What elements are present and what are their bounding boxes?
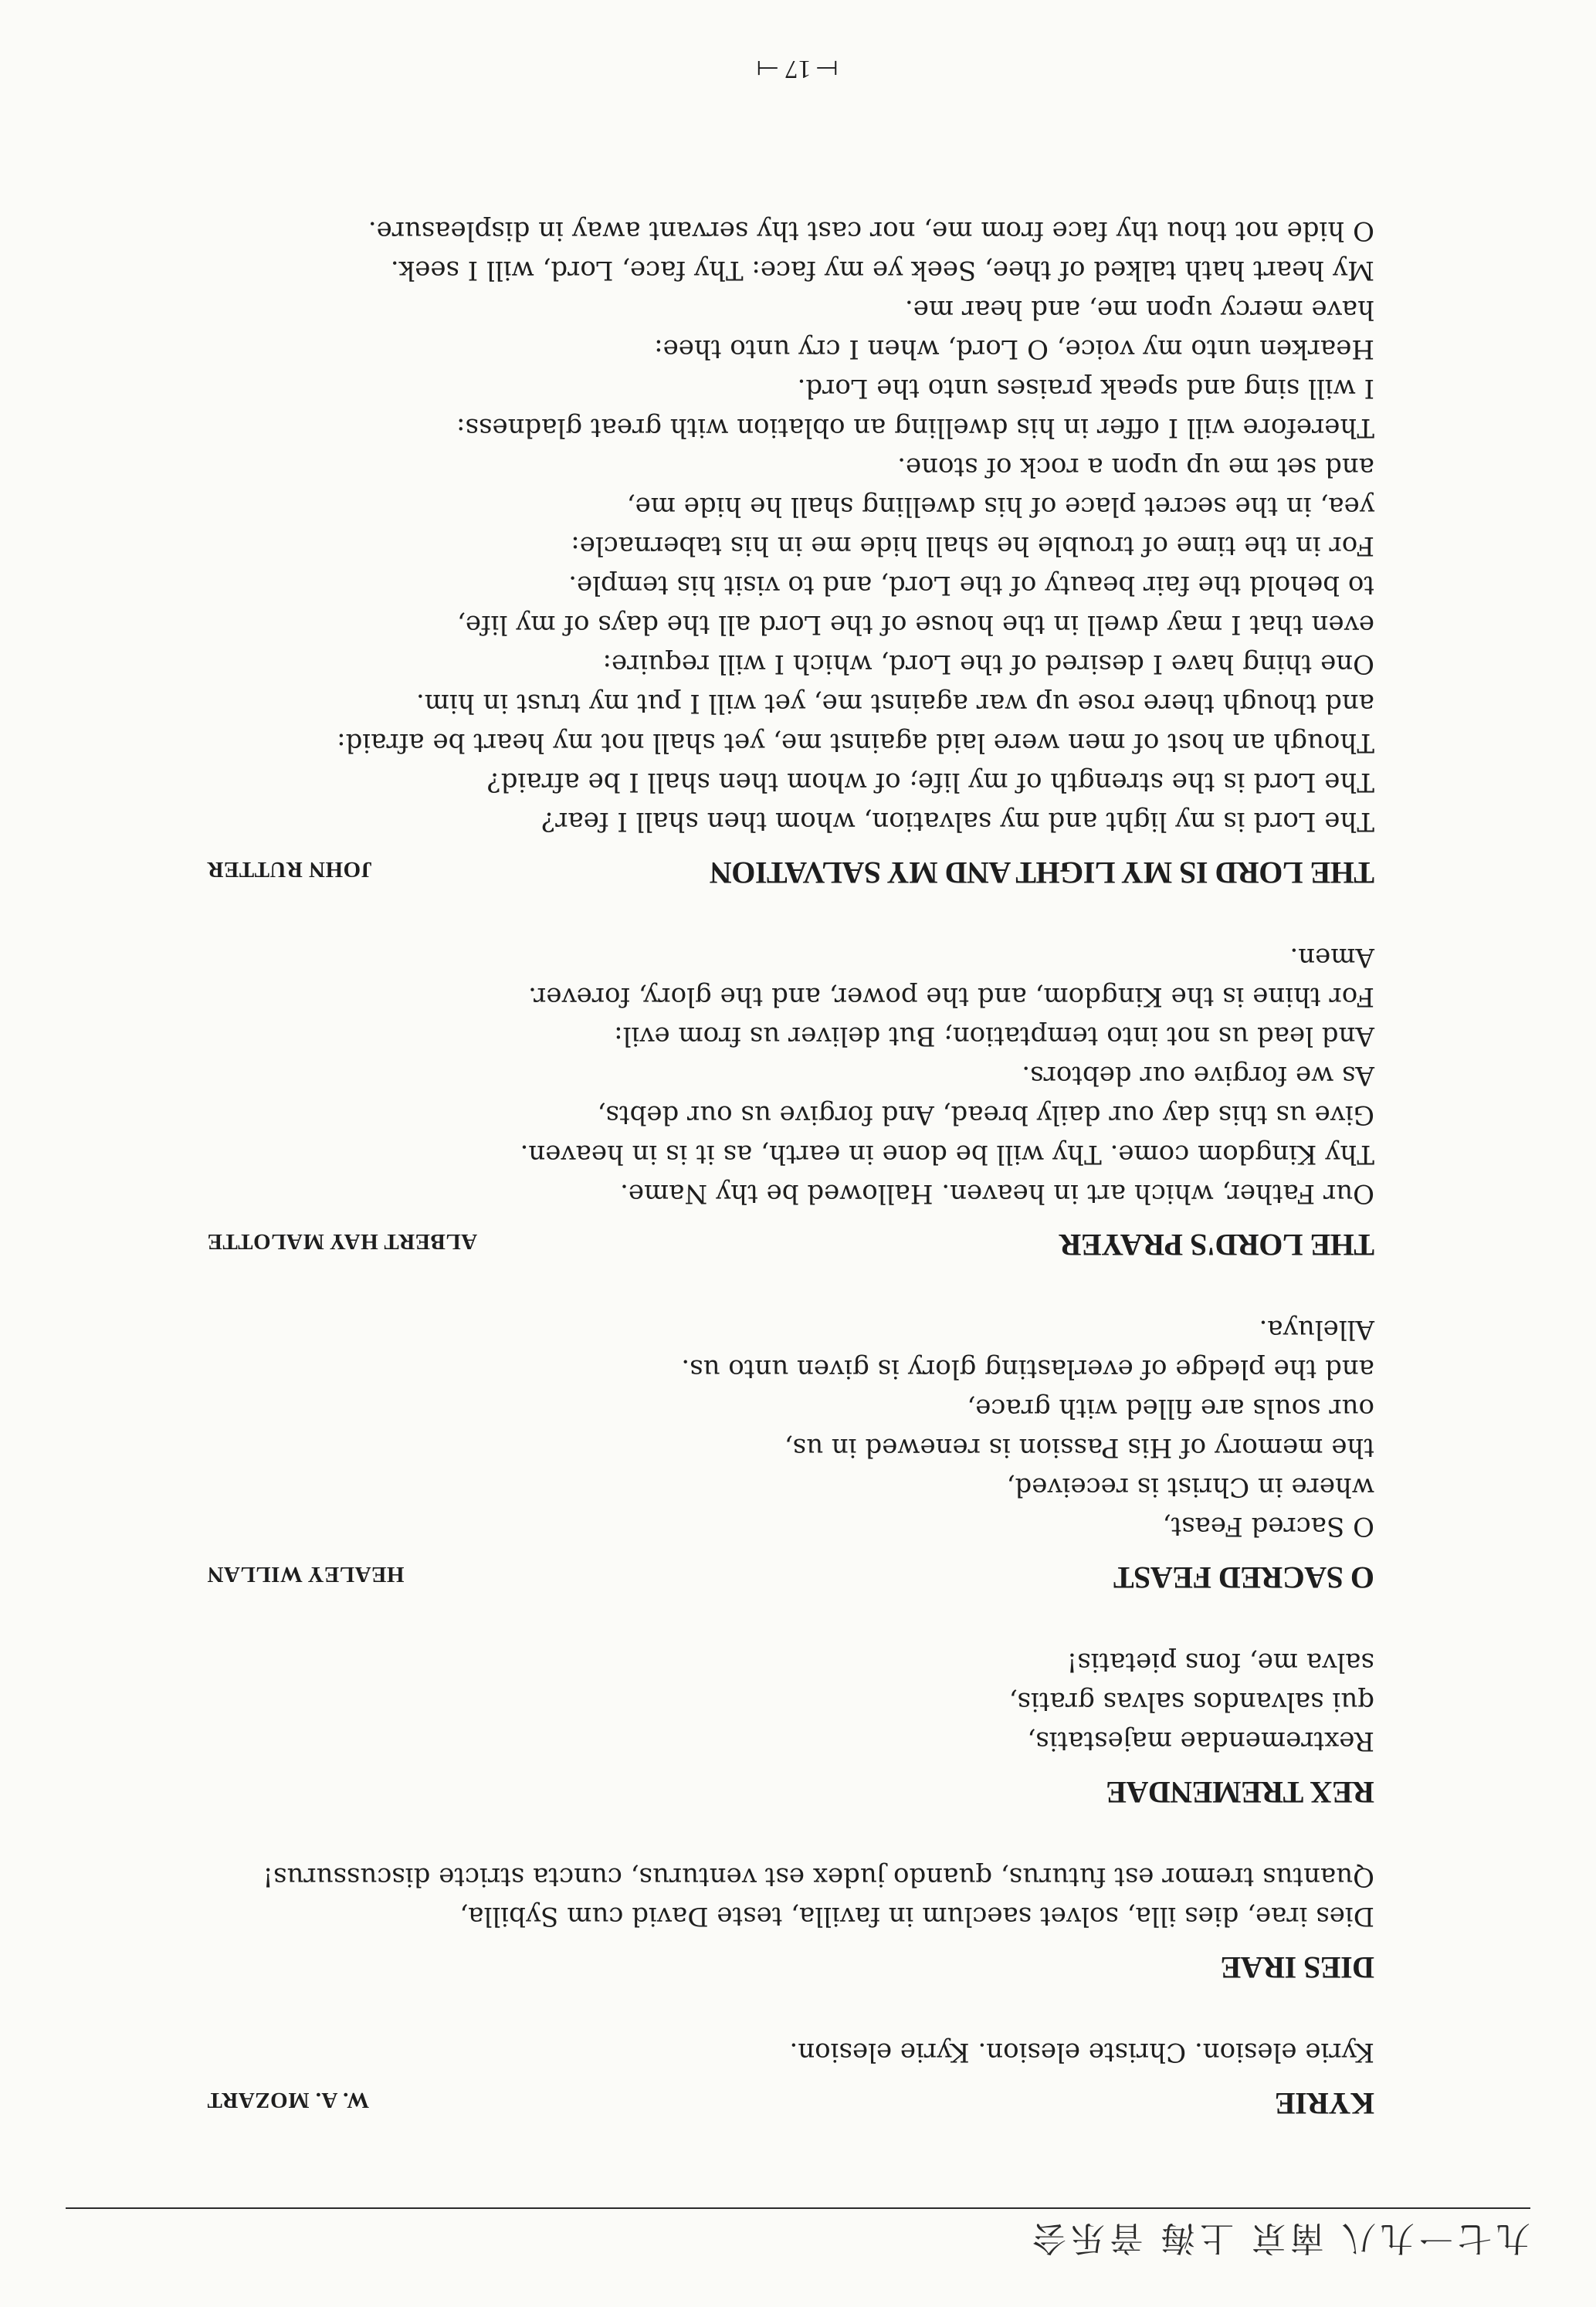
lyrics-block (207, 1309, 1374, 1546)
lyric-line: Therefore will I offer in his dwelling an oblation with great gladness: (456, 412, 1374, 443)
lyric-line: Amen. (1289, 942, 1374, 973)
lyric-line: Rextremendae majestatis, (1027, 1726, 1374, 1757)
lyric-line: to behold the fair beauty of the Lord, and to visit his temple. (568, 570, 1374, 601)
lyric-line: Dies irae, dies illa, solvet saeclum in favilla, teste David cum Sybilla, (459, 1901, 1374, 1932)
lyric-line: and the pledge of everlasting glory is given unto us. (681, 1353, 1374, 1384)
lyric-line: our souls are filled with grace, (967, 1393, 1374, 1424)
lyric-line: O Sacred Feast, (1162, 1511, 1374, 1542)
lyric-line: I will sing and speak praises unto the Lord. (797, 373, 1374, 404)
lyric-line: yea, in the secret place of his dwelling shall he hide me, (626, 491, 1374, 522)
lyric-line: Quantus tremor est futurus, quando judex est venturus, cuncta stricte discussurus! (263, 1862, 1374, 1892)
piece-title: DIES IRAE (1221, 1950, 1374, 1985)
lyric-line: salva me, fons pietatis! (1066, 1647, 1374, 1678)
piece-title: THE LORD IS MY LIGHT AND MY SALVATION (710, 855, 1374, 890)
lyric-line: where in Christ is received, (1006, 1472, 1374, 1502)
piece-heading (207, 1227, 1374, 1263)
piece-title: KYRIE (1275, 2086, 1374, 2121)
piece-section (207, 1309, 1374, 1596)
lyrics-block (207, 1857, 1374, 1936)
lyrics-block (207, 937, 1374, 1213)
lyric-line: Hearken unto my voice, O Lord, when I cry unto thee: (654, 334, 1374, 364)
footer-ornament-left: ⟝ (818, 55, 839, 83)
lyric-line: have mercy upon me, and hear me. (904, 294, 1374, 325)
lyric-line: Kyrie elesion. Christe elesion. Kyrie elesion. (789, 2037, 1374, 2068)
piece-title: REX TREMENDAE (1106, 1775, 1374, 1810)
lyric-line: the memory of His Passion is renewed in us, (784, 1432, 1374, 1463)
page-footer (0, 54, 1596, 83)
lyric-line: And lead us not into temptation; But deliver us from evil: (614, 1021, 1374, 1052)
piece-section (207, 1642, 1374, 1811)
piece-title: THE LORD'S PRAYER (1059, 1228, 1374, 1262)
lyric-line: qui salvandos salvas gratis, (1008, 1686, 1374, 1717)
footer-ornament-right: ⟞ (757, 55, 778, 83)
lyric-line: One thing have I desired of the Lord, which I will require: (602, 649, 1374, 679)
lyric-line: Our Father, which art in heaven. Hallowed be thy Name. (620, 1178, 1374, 1209)
piece-composer: JOHN RUTTER (207, 857, 373, 882)
piece-heading (207, 1774, 1374, 1811)
lyric-line: As we forgive our debtors. (1022, 1060, 1374, 1091)
piece-section (207, 937, 1374, 1263)
piece-composer: ALBERT HAY MALOTTE (207, 1229, 478, 1254)
page-number: 17 (784, 55, 812, 83)
lyric-line: O hide not thou thy face from me, nor cast thy servant away in displeasure. (368, 215, 1374, 246)
piece-heading (207, 855, 1374, 891)
lyrics-block (207, 1642, 1374, 1760)
piece-title: O SACRED FEAST (1113, 1560, 1374, 1595)
lyric-line: My heart hath talked of thee, Seek ye my face: Thy face, Lord, will I seek. (390, 255, 1374, 286)
lyric-line: Though an host of men were laid against me, yet shall not my heart be afraid: (337, 727, 1374, 758)
lyric-line: For thine is the Kingdom, and the power, and the glory, forever. (528, 981, 1374, 1012)
lyric-line: The Lord is the strength of my life; of whom then shall I be afraid? (486, 767, 1374, 798)
lyric-line: and set me up upon a rock of stone. (897, 452, 1374, 483)
program-content (207, 164, 1374, 2122)
lyrics-block (207, 2032, 1374, 2072)
lyric-line: even that I may dwell in the house of the Lord all the days of my life, (457, 609, 1374, 640)
lyric-line: Thy Kingdom come. Thy will be done in earth, as it is in heaven. (520, 1139, 1374, 1170)
piece-composer: HEALEY WILLAN (207, 1562, 405, 1587)
lyric-line: Alleluya. (1259, 1314, 1374, 1345)
lyric-line: For in the time of trouble he shall hide me in his tabernacle: (571, 530, 1374, 561)
piece-heading (207, 1560, 1374, 1596)
lyric-line: The Lord is my light and my salvation, whom then shall I fear? (540, 806, 1374, 837)
piece-section (207, 211, 1374, 891)
lyrics-block (207, 211, 1374, 841)
lyric-line: Give us this day our daily bread, And forgive us our debts, (597, 1099, 1374, 1130)
piece-heading (207, 1950, 1374, 1986)
piece-composer: W. A. MOZART (207, 2088, 370, 2112)
lyric-line: and though there rose up war against me, yet will I put my trust in him. (415, 688, 1374, 719)
concert-header: 九七一九八 南京 上海 音乐会 (1028, 2219, 1530, 2257)
piece-section (207, 2032, 1374, 2122)
piece-heading (207, 2085, 1374, 2122)
header-rule (66, 2207, 1530, 2209)
piece-section (207, 1857, 1374, 1986)
